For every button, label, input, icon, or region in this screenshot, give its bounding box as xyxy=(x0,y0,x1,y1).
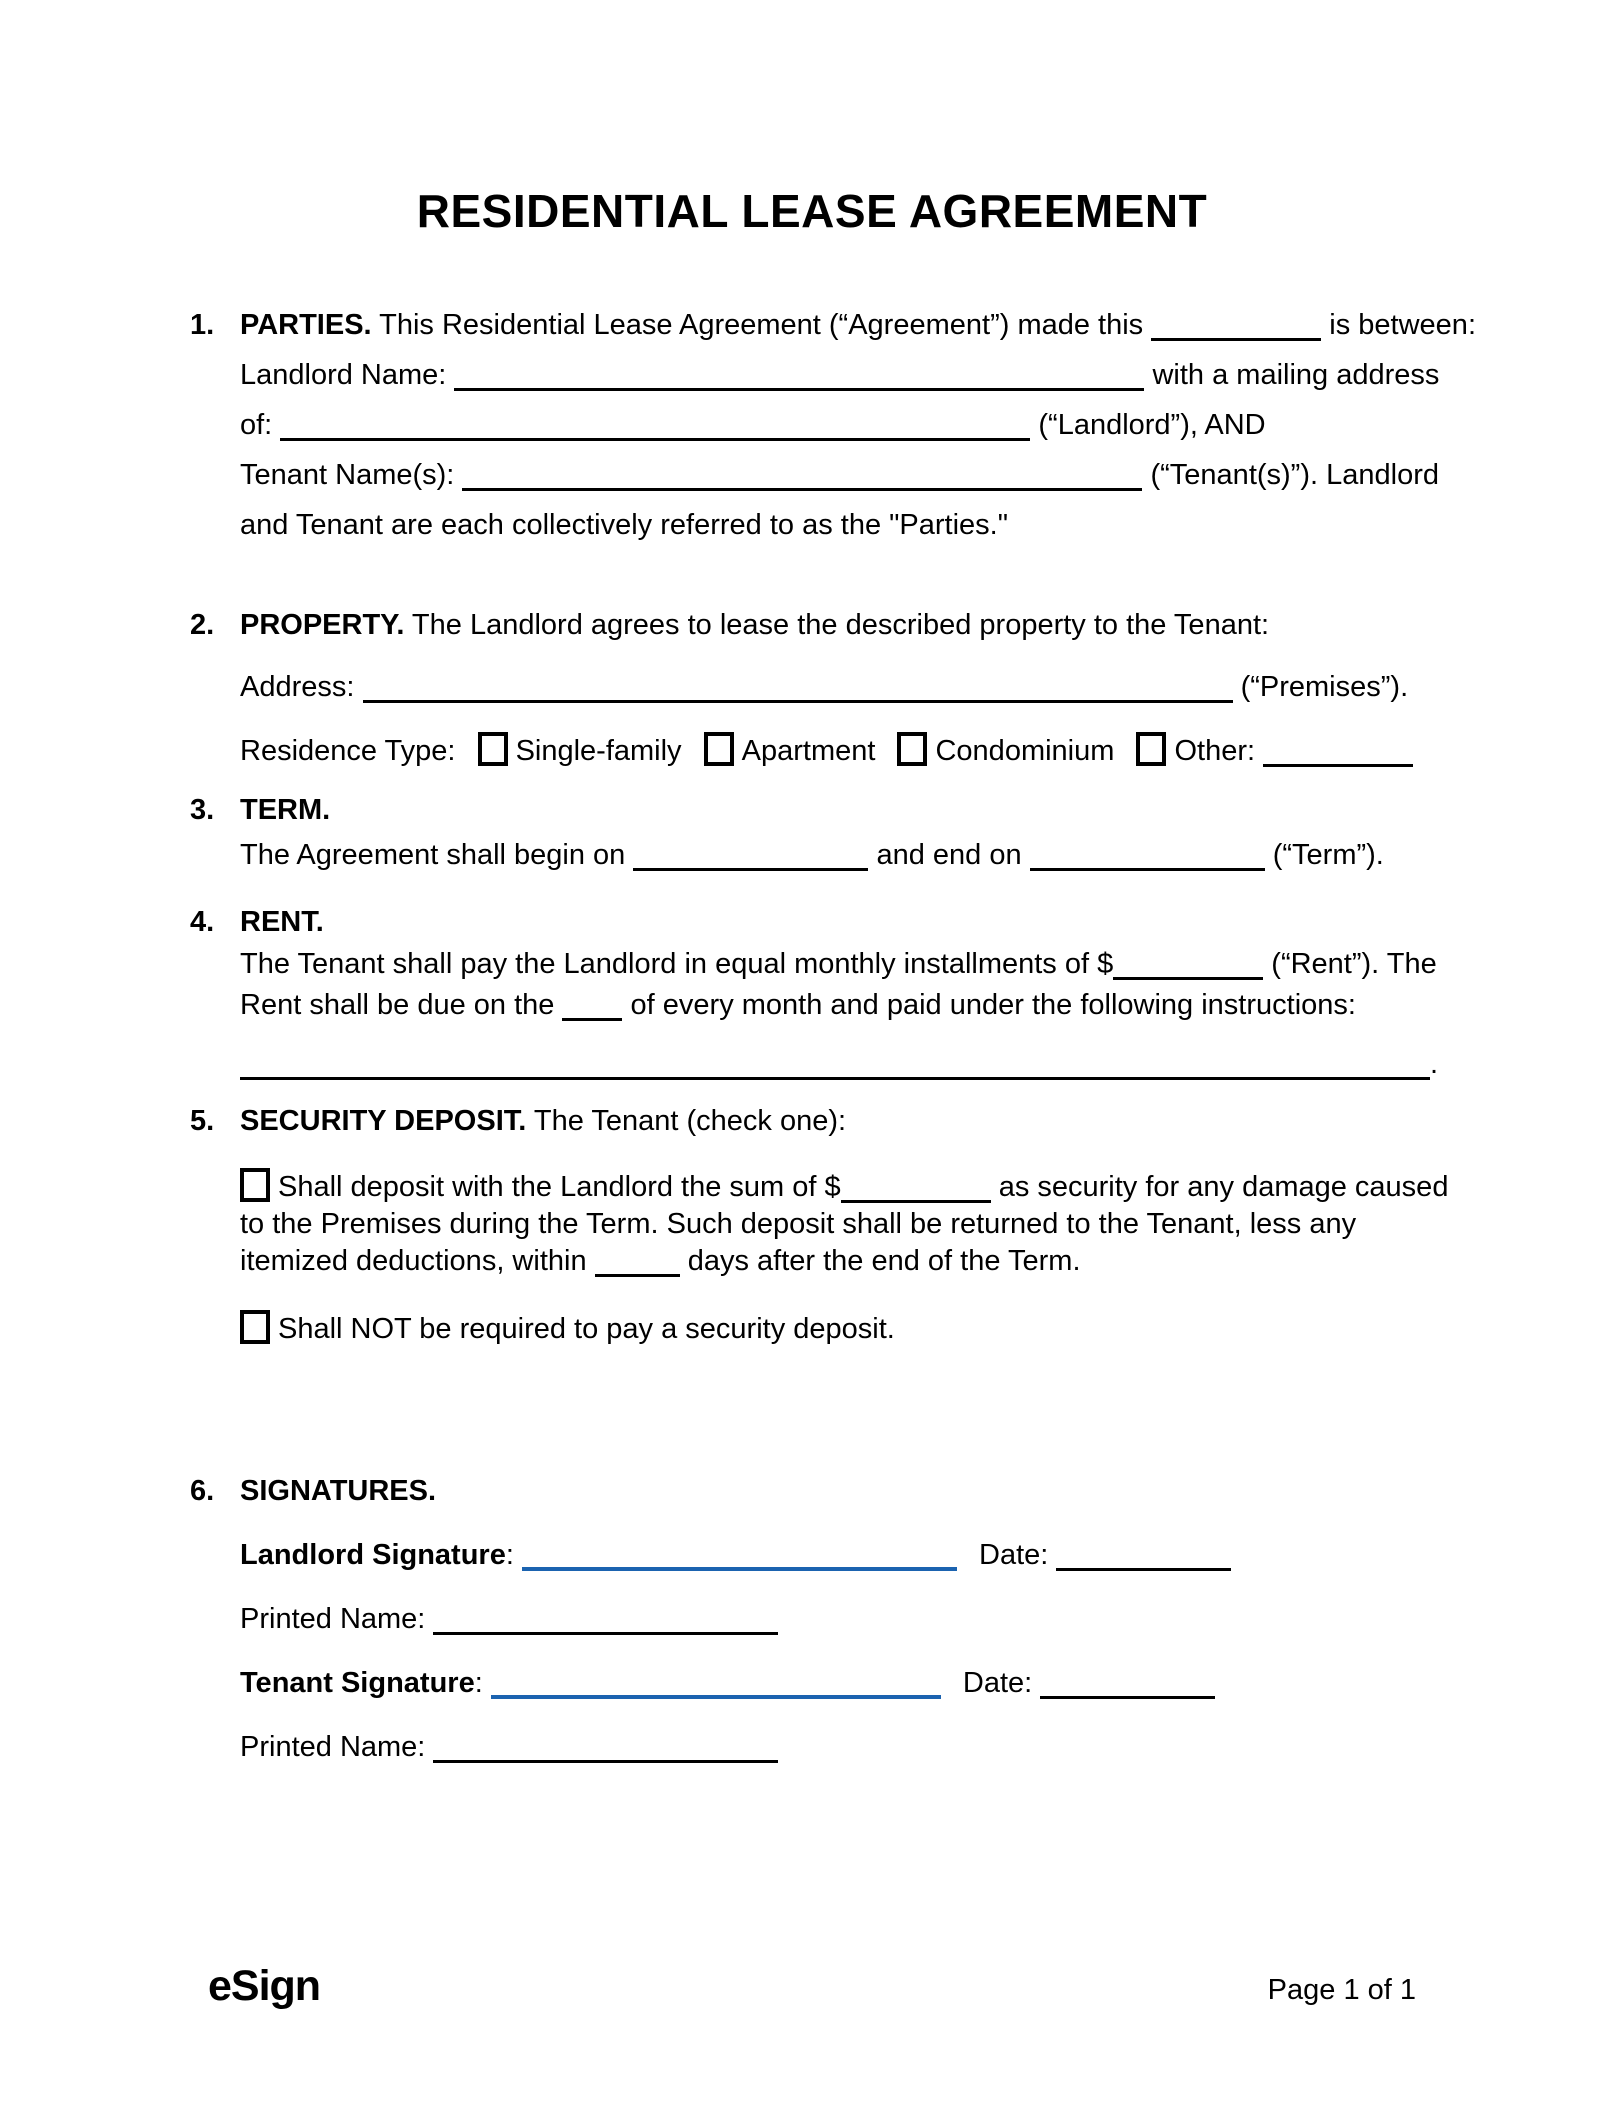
esign-logo: eSign xyxy=(208,1962,321,2010)
section-5-number: 5. xyxy=(190,1105,215,1137)
apartment-label: Apartment xyxy=(741,735,876,767)
rent-line1-post: (“Rent”). The xyxy=(1271,948,1437,980)
of-after: (“Landlord”), AND xyxy=(1038,409,1266,441)
parties-intro-line xyxy=(240,307,1476,343)
landlord-signature-colon: : xyxy=(505,1539,514,1571)
payment-instructions-blank[interactable] xyxy=(240,1047,1430,1080)
tenant-printed-name-line xyxy=(240,1729,778,1765)
security-opt1-post: days after the end of the Term. xyxy=(687,1245,1081,1277)
deposit-days-blank[interactable] xyxy=(595,1244,680,1277)
landlord-date-label: Date: xyxy=(979,1539,1049,1571)
section-1-number: 1. xyxy=(190,309,215,341)
residence-type-line xyxy=(240,732,1413,769)
term-post: (“Term”). xyxy=(1272,839,1384,871)
tenant-signature-label: Tenant Signature xyxy=(240,1667,475,1699)
landlord-name-line xyxy=(240,357,1439,393)
tenant-name-after: (“Tenant(s)”). Landlord xyxy=(1150,459,1439,491)
landlord-date-blank[interactable] xyxy=(1056,1538,1231,1571)
tenant-printed-name-blank[interactable] xyxy=(433,1730,778,1763)
term-end-blank[interactable] xyxy=(1030,838,1265,871)
landlord-printed-name-blank[interactable] xyxy=(433,1602,778,1635)
parties-intro-post: is between: xyxy=(1329,309,1476,341)
term-heading: TERM. xyxy=(240,794,331,826)
of-label: of: xyxy=(240,409,273,441)
residence-type-label: Residence Type: xyxy=(240,735,456,767)
tenant-date-blank[interactable] xyxy=(1040,1666,1215,1699)
rent-instructions-line xyxy=(240,1046,1438,1082)
mailing-address-blank[interactable] xyxy=(280,408,1030,441)
parties-intro-pre: This Residential Lease Agreement (“Agreement”) made this xyxy=(379,309,1144,341)
address-blank[interactable] xyxy=(363,670,1233,703)
security-opt1-pre: Shall deposit with the Landlord the sum of $ xyxy=(278,1171,841,1203)
parties-closing-line: and Tenant are each collectively referred to as the "Parties." xyxy=(240,509,1009,541)
rent-line-2 xyxy=(240,987,1356,1023)
section-4-number: 4. xyxy=(190,906,215,938)
tenant-date-label: Date: xyxy=(962,1667,1033,1699)
signatures-heading: SIGNATURES. xyxy=(240,1475,437,1507)
term-pre: The Agreement shall begin on xyxy=(240,839,626,871)
rent-heading: RENT. xyxy=(240,906,324,938)
security-heading: SECURITY DEPOSIT. xyxy=(240,1105,527,1137)
property-intro: The Landlord agrees to lease the described property to the Tenant: xyxy=(411,609,1270,641)
section-3-number: 3. xyxy=(190,794,215,826)
term-body-line xyxy=(240,837,1384,873)
rent-line3-period: . xyxy=(1430,1048,1439,1080)
security-option-2 xyxy=(240,1310,895,1347)
landlord-signature-field[interactable] xyxy=(522,1537,957,1571)
tenant-name-blank[interactable] xyxy=(462,458,1142,491)
tenant-printed-name-label: Printed Name: xyxy=(240,1731,426,1763)
page-number: Page 1 of 1 xyxy=(1267,1974,1416,2006)
security-heading-line xyxy=(240,1103,846,1139)
other-blank[interactable] xyxy=(1263,734,1413,767)
security-intro: The Tenant (check one): xyxy=(533,1105,847,1137)
apartment-checkbox[interactable] xyxy=(704,732,734,766)
single-family-label: Single-family xyxy=(515,735,682,767)
address-label: Address: xyxy=(240,671,355,703)
rent-line2-post: of every month and paid under the following instructions: xyxy=(630,989,1356,1021)
deposit-amount-blank[interactable] xyxy=(841,1170,991,1203)
other-label: Other: xyxy=(1174,735,1256,767)
tenant-name-label: Tenant Name(s): xyxy=(240,459,455,491)
property-heading-line xyxy=(240,607,1269,643)
landlord-name-label: Landlord Name: xyxy=(240,359,447,391)
single-family-checkbox[interactable] xyxy=(478,732,508,766)
landlord-name-after: with a mailing address xyxy=(1152,359,1440,391)
landlord-printed-name-label: Printed Name: xyxy=(240,1603,426,1635)
tenant-name-line xyxy=(240,457,1439,493)
condominium-checkbox[interactable] xyxy=(897,732,927,766)
landlord-signature-label: Landlord Signature xyxy=(240,1539,506,1571)
property-heading: PROPERTY. xyxy=(240,609,405,641)
address-line xyxy=(240,669,1408,705)
deposit-required-checkbox[interactable] xyxy=(240,1168,270,1202)
mailing-address-line xyxy=(240,407,1266,443)
other-checkbox[interactable] xyxy=(1136,732,1166,766)
parties-heading: PARTIES. xyxy=(240,309,372,341)
document-title: RESIDENTIAL LEASE AGREEMENT xyxy=(416,185,1208,237)
section-2-number: 2. xyxy=(190,609,215,641)
landlord-signature-line xyxy=(240,1537,1231,1573)
condominium-label: Condominium xyxy=(935,735,1115,767)
tenant-signature-line xyxy=(240,1665,1215,1701)
rent-line1-pre: The Tenant shall pay the Landlord in equal monthly installments of $ xyxy=(240,948,1114,980)
section-6-number: 6. xyxy=(190,1475,215,1507)
address-after: (“Premises”). xyxy=(1240,671,1409,703)
security-opt1-mid: as security for any damage caused to the Premises during the Term. Such deposit shall be returned to the Tenant, less any itemized deductions, within xyxy=(240,1171,1449,1277)
rent-due-day-blank[interactable] xyxy=(562,988,622,1021)
term-mid: and end on xyxy=(876,839,1022,871)
made-this-date-blank[interactable] xyxy=(1151,308,1321,341)
security-opt2-text: Shall NOT be required to pay a security deposit. xyxy=(278,1313,895,1345)
landlord-printed-name-line xyxy=(240,1601,778,1637)
rent-line-1 xyxy=(240,946,1437,982)
security-option-1 xyxy=(240,1168,1450,1280)
tenant-signature-field[interactable] xyxy=(491,1665,941,1699)
landlord-name-blank[interactable] xyxy=(454,358,1144,391)
rent-amount-blank[interactable] xyxy=(1113,947,1263,980)
tenant-signature-colon: : xyxy=(474,1667,483,1699)
term-start-blank[interactable] xyxy=(633,838,868,871)
rent-line2-pre: Rent shall be due on the xyxy=(240,989,555,1021)
no-deposit-checkbox[interactable] xyxy=(240,1310,270,1344)
